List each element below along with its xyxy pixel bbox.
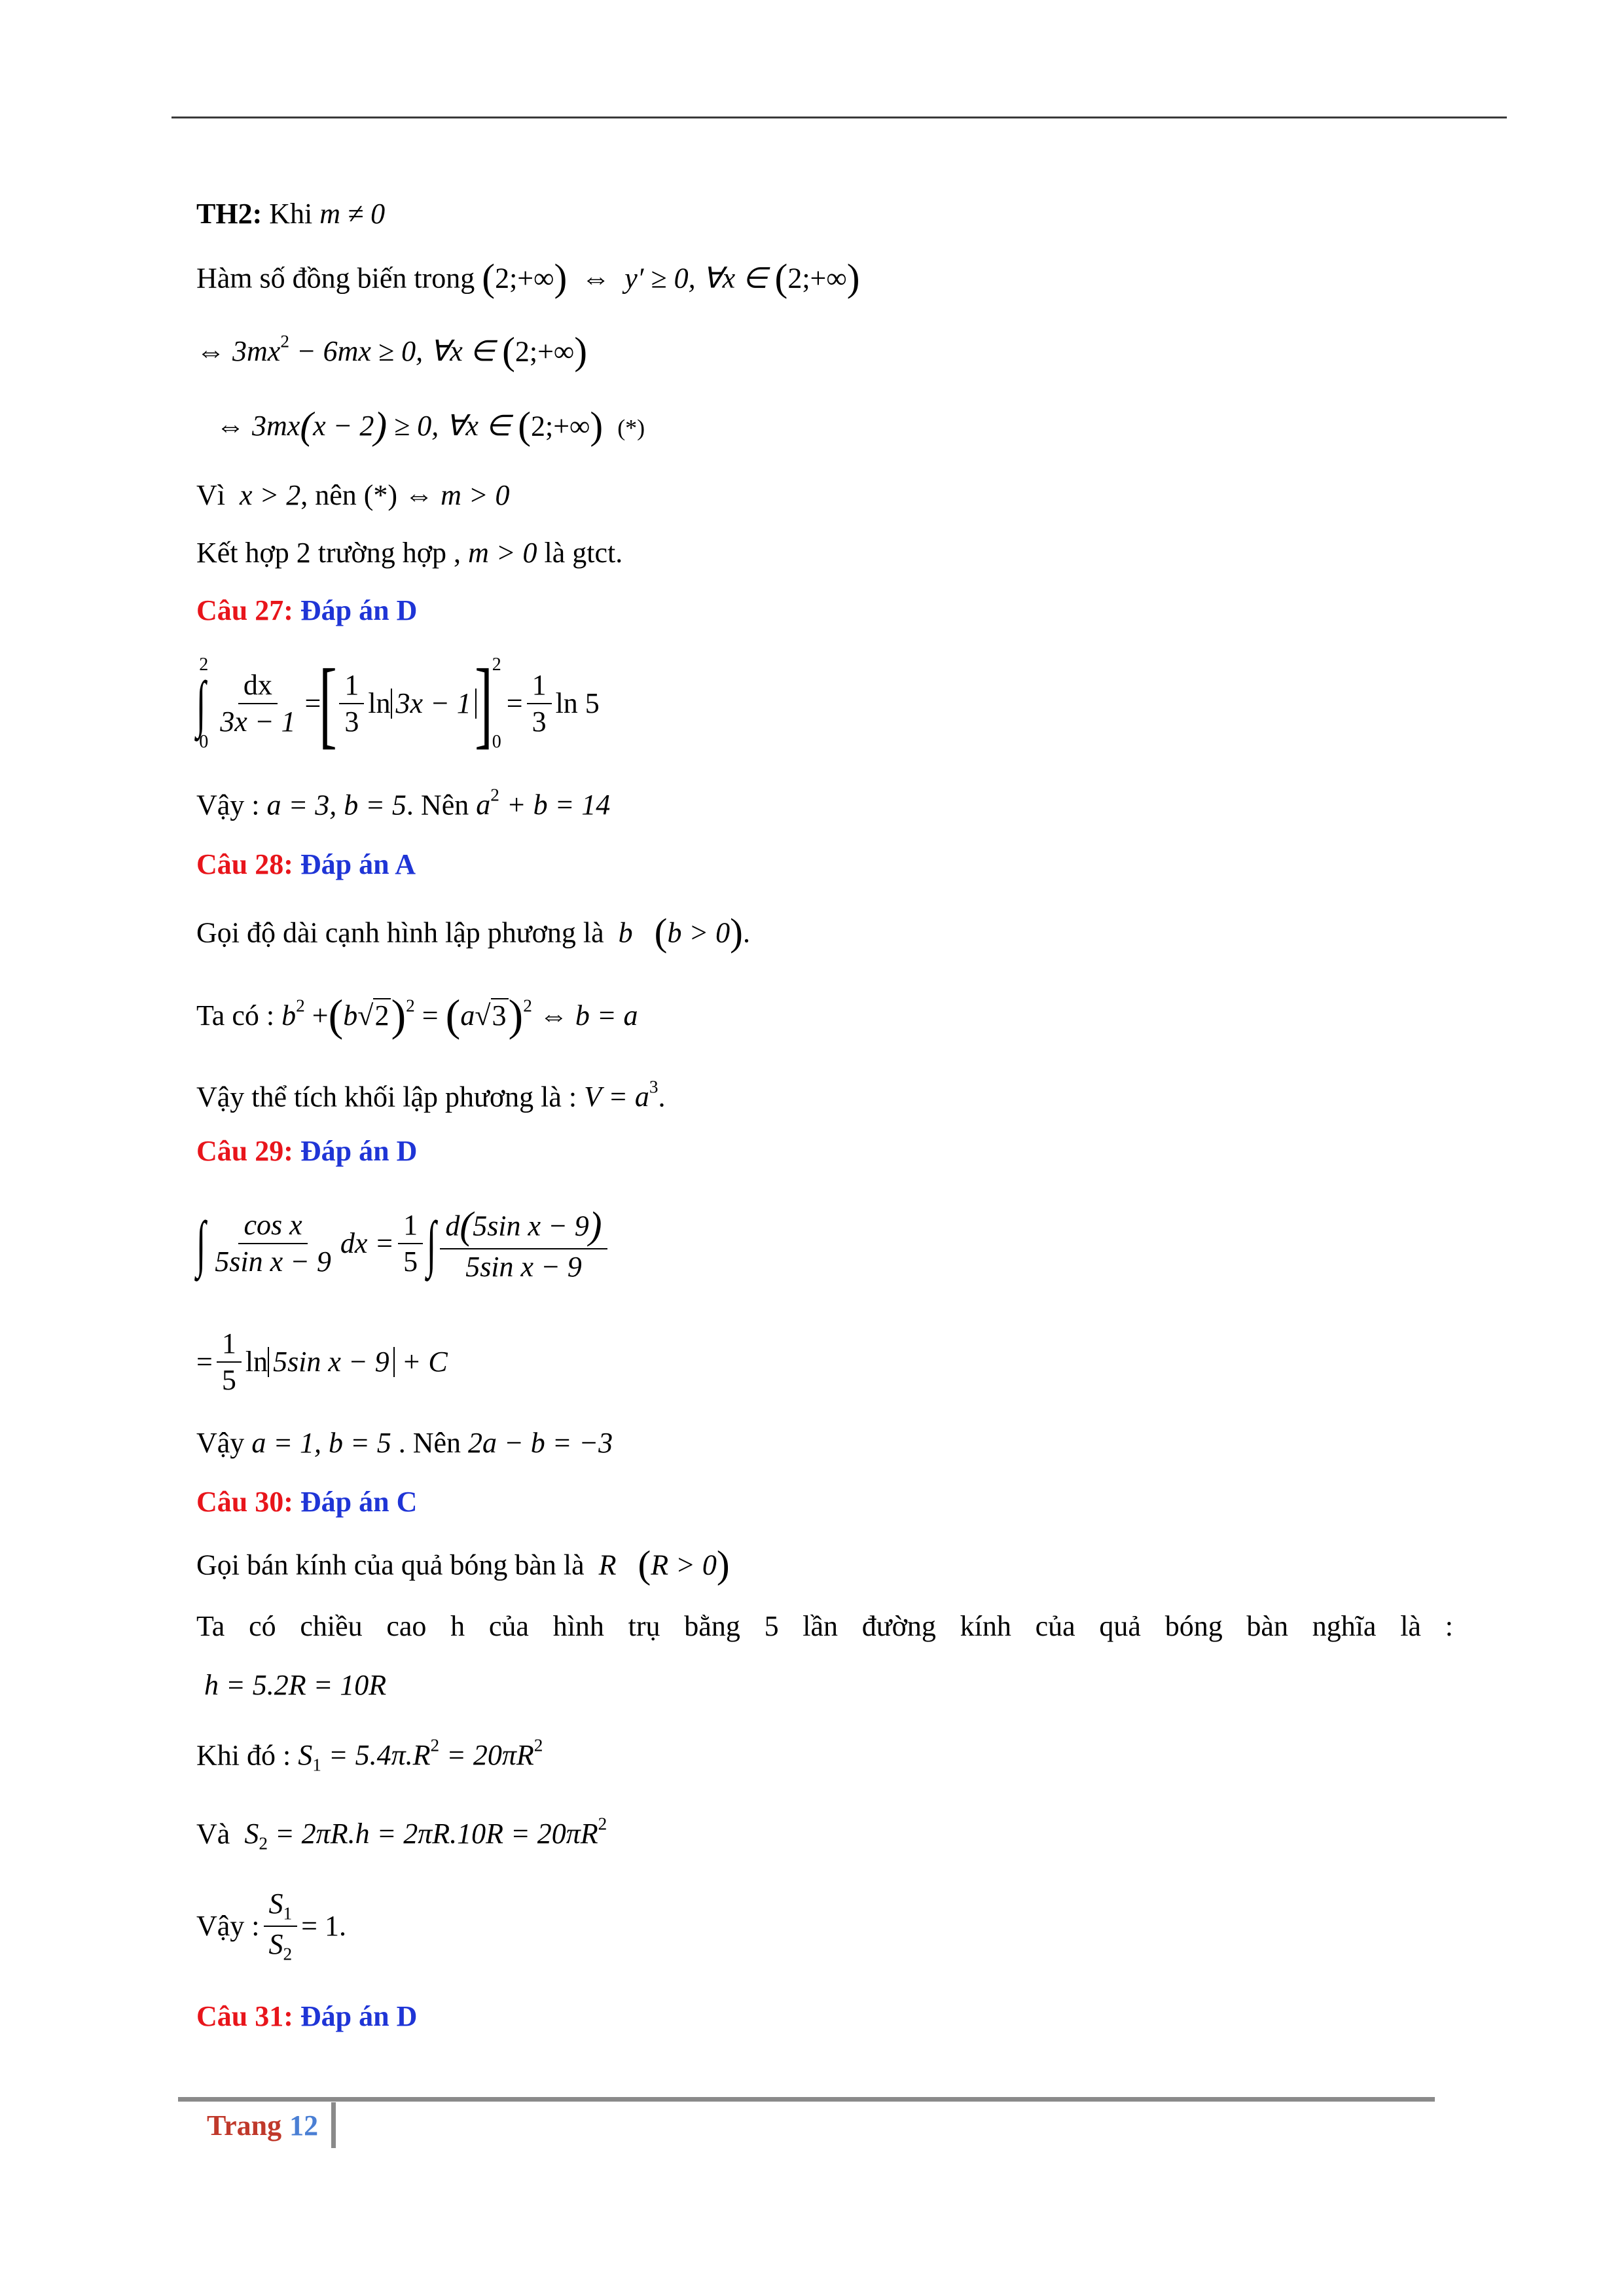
q27-res-den: 3 (532, 706, 547, 738)
q27-int-upper: 2 (199, 655, 209, 675)
q29-result (196, 1313, 448, 1411)
page-footer (207, 2102, 336, 2148)
header-rule (171, 117, 1507, 118)
q28-line3: Vậy thể tích khối lập phương là : $V = a^3$. (196, 1077, 666, 1113)
q29-res-num: 1 (217, 1329, 242, 1363)
q27-concl-a: a (476, 789, 491, 821)
q29-frac2: $\frac{\text{d(5sin x − 9)}}{\text{5sin x − 9}}$ (440, 1205, 607, 1283)
th2-text: Khi (269, 198, 313, 230)
kethop-cond: m > 0 (468, 537, 537, 569)
q27-br-lower: 0 (492, 731, 501, 752)
q30-line6-text: Vậy : (196, 1909, 260, 1942)
q29-den2: 5sin x − 9 (465, 1251, 582, 1283)
hamso-cond: y′ ≥ 0, ∀x ∈ (624, 262, 768, 295)
q28-label: Câu 28: (196, 848, 293, 880)
ineq2-mark: (*) (617, 414, 645, 441)
q30-word: Ta (196, 1610, 225, 1642)
hamso-equiv: ⇔ (581, 262, 611, 295)
ineq1-exp: 2 (280, 331, 289, 351)
q30-line4-text: Khi đó : (196, 1739, 291, 1772)
q30-line6-num-sub: 1 (283, 1903, 293, 1924)
q30-word: quả (1099, 1610, 1141, 1642)
q27-br-den: 3 (344, 706, 359, 738)
q30-line1-cond: R > 0 (651, 1549, 717, 1581)
q27-concl-text2: . Nên (406, 789, 469, 821)
q30-line6-den-s: S (268, 1928, 283, 1960)
q28-line2-eq: = (422, 999, 439, 1031)
q31-label: Câu 31: (196, 2000, 293, 2032)
q30-line2 (196, 1610, 1453, 1643)
q30-line4-expr2: = 20πR (446, 1739, 534, 1772)
vi-line (196, 479, 510, 512)
hamso-text: Hàm số đồng biến trong (196, 262, 475, 295)
q27-br-num: 1 (339, 670, 364, 704)
q27-ln: ln (368, 687, 391, 719)
q27-answer: Đáp án D (300, 594, 418, 626)
q28-line2-sq-exp: 2 (406, 996, 415, 1016)
q28-line2: Ta có : $b^2 +(b√2)^2 = (a√3)^2$ ⇔ b = a (196, 990, 638, 1040)
q29-label: Câu 29: (196, 1135, 293, 1167)
q28-line2-sq2-exp: 2 (523, 996, 532, 1016)
hamso-line: Hàm số đồng biến trong (2;+∞) ⇔ y′ ≥ 0, ∀x ∈ (2;+∞) (196, 256, 860, 299)
ineq1-expr-b: − 6mx ≥ 0, ∀x ∈ (296, 335, 496, 368)
q30-line1-var: R (598, 1549, 617, 1581)
q29-coef (398, 1210, 423, 1277)
q28-line3-exp: 3 (649, 1077, 659, 1097)
q30-line5-sub: 2 (259, 1834, 268, 1854)
q27-res-ln: ln 5 (555, 687, 600, 719)
q28-line2-sq1-rad: 2 (373, 998, 391, 1031)
q29-concl-text2: . Nên (398, 1427, 461, 1459)
q30-line4-sub: 1 (312, 1755, 321, 1775)
q29-coef-den: 5 (403, 1246, 418, 1278)
kethop-text1: Kết hợp 2 trường hợp , (196, 537, 461, 569)
q30-label: Câu 30: (196, 1486, 293, 1518)
q27-integral: ∫ 2 0 $\frac{dx}{3x - 1}$ = [ $\frac{1}{3}$ ln 3x − 1 ] 2 0 = $\frac{1}{3}$ ln 5 (196, 649, 600, 758)
hamso-interval2: 2;+∞ (787, 262, 847, 295)
left-bracket-icon: [ (319, 649, 338, 758)
footer-page-number: 12 (289, 2109, 319, 2142)
q28-line1-cond: b > 0 (667, 916, 731, 949)
q27-int-lower: 0 (199, 731, 209, 752)
q28-line1-var: b (618, 916, 633, 949)
th2-label: TH2: (196, 198, 262, 230)
q29-concl-expr: 2a − b = −3 (468, 1427, 613, 1459)
q30-word: 5 (764, 1610, 779, 1642)
vi-result: m > 0 (441, 479, 510, 511)
q30-line6 (196, 1877, 346, 1975)
q30-word: nghĩa (1312, 1610, 1377, 1642)
q30-word: của (1035, 1610, 1075, 1642)
vi-text1: Vì (196, 479, 225, 511)
q28-line1-text: Gọi độ dài cạnh hình lập phương là (196, 916, 604, 949)
q29-concl-text: Vậy (196, 1427, 245, 1459)
q29-res-eq: = (196, 1345, 213, 1378)
q28-line3-text: Vậy thể tích khối lập phương là : (196, 1081, 577, 1113)
q30-answer: Đáp án C (300, 1486, 418, 1518)
q29-coef-num: 1 (398, 1210, 423, 1244)
q27-num: dx (238, 670, 278, 704)
ineq2-equiv: ⇔ (216, 410, 245, 442)
q31-heading (196, 2000, 417, 2034)
kethop-text2: là gtct. (544, 537, 623, 569)
q30-line6-den-sub: 2 (283, 1944, 293, 1964)
q28-line2-plus: + (312, 999, 329, 1031)
q27-frac (215, 670, 300, 737)
q29-res-abs: 5sin x − 9 (268, 1347, 395, 1377)
ineq2-inner: x − 2 (313, 410, 374, 442)
q29-res-c: + C (401, 1345, 448, 1378)
q29-conclusion (196, 1427, 613, 1460)
q28-line2-b: b (281, 999, 297, 1031)
q30-word: bằng (684, 1610, 740, 1642)
sqrt-icon: √3 (475, 999, 508, 1033)
kethop-line (196, 537, 623, 570)
q30-line3-expr: h = 5.2R = 10R (204, 1669, 387, 1701)
q30-word: đường (861, 1610, 936, 1642)
q28-line2-sq1-b: b (343, 999, 358, 1031)
q28-line2-exp: 2 (296, 996, 305, 1016)
q29-res-frac (217, 1329, 242, 1395)
ineq1-line: ⇔ $3mx^2 - 6mx \ge 0$, ∀x ∈ (2;+∞) (196, 329, 588, 372)
q28-line1: Gọi độ dài cạnh hình lập phương là b (b > 0). (196, 910, 750, 954)
q29-integral (196, 1191, 611, 1296)
q31-answer: Đáp án D (300, 2000, 418, 2032)
q30-line4-expr: = 5.4π.R (328, 1739, 431, 1772)
q30-word: trụ (628, 1610, 660, 1642)
q29-den1: 5sin x − 9 (215, 1246, 331, 1278)
q28-line2-sq2-rad: 3 (491, 998, 509, 1031)
q27-abs: 3x − 1 (391, 689, 477, 719)
footer-rule (178, 2097, 1435, 2102)
q30-word: chiều (300, 1610, 363, 1642)
q30-line4-s: S (298, 1739, 313, 1772)
q30-line1: Gọi bán kính của quả bóng bàn là R (R > 0) (196, 1543, 730, 1586)
integral-sign-icon: ∫ (196, 1208, 206, 1278)
q28-answer: Đáp án A (300, 848, 416, 880)
q30-word: của (488, 1610, 529, 1642)
hamso-interval: 2;+∞ (495, 262, 554, 295)
q30-heading (196, 1486, 417, 1519)
q30-word: lần (803, 1610, 839, 1642)
q29-num2-inner: 5sin x − 9 (473, 1209, 589, 1242)
q28-line3-expr: V = a (584, 1081, 649, 1113)
ineq1-equiv: ⇔ (196, 335, 225, 368)
q30-line3 (204, 1669, 386, 1702)
q29-answer: Đáp án D (300, 1135, 418, 1167)
q30-word: cao (386, 1610, 427, 1642)
q27-label: Câu 27: (196, 594, 293, 626)
q30-line4 (196, 1736, 543, 1776)
vi-cond: x > 2 (240, 479, 301, 511)
q29-heading (196, 1135, 417, 1168)
q27-br-frac (339, 670, 364, 737)
q30-line5 (196, 1814, 607, 1854)
th2-cond: m ≠ 0 (319, 198, 386, 230)
q27-res-frac (527, 670, 552, 737)
q30-line5-text: Và (196, 1818, 230, 1850)
q27-br-upper: 2 (492, 655, 501, 675)
ineq1-interval: 2;+∞ (514, 335, 575, 368)
ineq2-expr-a: 3mx (252, 410, 300, 442)
q29-concl-vals: a = 1, b = 5 (251, 1427, 391, 1459)
vi-text2: , nên (*) (300, 479, 398, 511)
q29-res-den: 5 (221, 1364, 236, 1396)
q30-word: có (249, 1610, 276, 1642)
q30-word: : (1445, 1610, 1453, 1642)
q27-heading (196, 594, 417, 628)
q27-br-limits (492, 655, 501, 753)
ineq2-expr-b: ≥ 0, ∀x ∈ (394, 410, 511, 442)
ineq2-interval: 2;+∞ (531, 410, 590, 442)
q30-line4-exp2: 2 (533, 1736, 543, 1755)
q30-word: kính (960, 1610, 1011, 1642)
q28-line2-text: Ta có : (196, 999, 275, 1031)
q27-concl-text: Vậy : (196, 789, 260, 821)
footer-label: Trang (207, 2109, 282, 2142)
q29-num2: d (445, 1209, 460, 1242)
th2-line (196, 198, 385, 231)
q30-line5-expr: = 2πR.h = 2πR.10R = 20πR (274, 1818, 598, 1850)
q30-word: là (1400, 1610, 1421, 1642)
q27-concl-vals: a = 3, b = 5 (266, 789, 406, 821)
q30-line5-s: S (244, 1818, 259, 1850)
q30-line6-frac (264, 1889, 298, 1964)
q27-den: 3x − 1 (220, 706, 296, 738)
q27-concl-exp: 2 (490, 785, 499, 805)
integral-sign-icon: ∫ (196, 668, 206, 738)
q28-line2-sq2-a: a (460, 999, 475, 1031)
q30-word: bóng (1164, 1610, 1223, 1642)
sqrt-icon: √2 (357, 999, 391, 1033)
q30-word: h (450, 1610, 465, 1642)
q30-word: hình (552, 1610, 604, 1642)
q29-res-ln: ln (245, 1345, 268, 1378)
q30-word: bàn (1246, 1610, 1288, 1642)
q29-dx: dx = (340, 1227, 395, 1259)
q30-line6-res: = 1. (301, 1909, 346, 1942)
q30-line4-exp: 2 (430, 1736, 440, 1755)
q27-concl-b: + b = 14 (506, 789, 611, 821)
vi-equiv: ⇔ (405, 479, 434, 511)
q28-line2-result: ⇔ b = a (539, 999, 638, 1031)
ineq1-expr-a: 3mx (232, 335, 281, 368)
integral-sign-icon: ∫ (427, 1208, 437, 1278)
q30-line5-exp: 2 (598, 1814, 607, 1834)
q29-frac1 (209, 1210, 336, 1277)
q28-heading (196, 848, 416, 882)
q27-conclusion (196, 785, 610, 822)
ineq2-line: ⇔ 3mx(x − 2) ≥ 0, ∀x ∈ (2;+∞) (*) (216, 404, 645, 447)
q30-line6-num-s: S (268, 1887, 283, 1920)
q27-eq: = (304, 687, 321, 719)
q27-res-num: 1 (527, 670, 552, 704)
q29-num1: cos x (238, 1210, 307, 1244)
right-bracket-icon: ] (475, 649, 493, 758)
q30-line1-text: Gọi bán kính của quả bóng bàn là (196, 1549, 585, 1581)
